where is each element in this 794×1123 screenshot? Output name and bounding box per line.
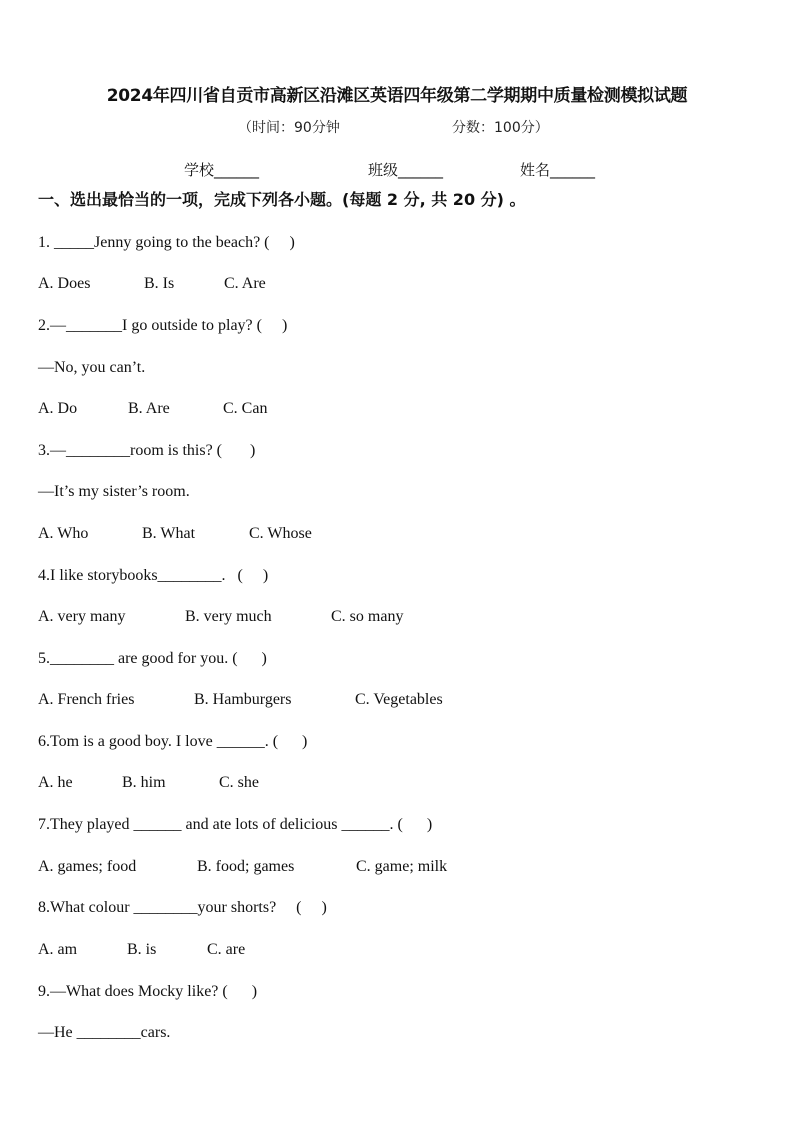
q4-option-b: B. very much [185, 608, 272, 625]
question-9-answer-line: —He ________cars. [38, 1024, 171, 1041]
section-heading: 一、选出最恰当的一项，完成下列各小题。(每题 2 分, 共 20 分) 。 [38, 190, 526, 209]
question-2: 2.—_______I go outside to play? ( ) [38, 317, 288, 334]
q4-option-c: C. so many [331, 608, 404, 625]
q1-option-b: B. Is [144, 275, 175, 292]
q3-option-b: B. What [142, 525, 196, 542]
q6-option-b: B. him [122, 774, 166, 791]
question-4: 4.I like storybooks________. ( ) [38, 567, 269, 584]
exam-title: 2024年四川省自贡市高新区沿滩区英语四年级第二学期期中质量检测模拟试题 [106, 86, 688, 106]
q7-option-b: B. food; games [197, 858, 295, 875]
q7-option-a: A. games; food [38, 858, 137, 875]
question-9: 9.—What does Mocky like? ( ) [38, 983, 258, 1000]
class-field: 班级______ [368, 161, 444, 179]
name-field: 姓名______ [520, 161, 596, 179]
q8-option-b: B. is [127, 941, 157, 958]
question-7: 7.They played ______ and ate lots of delicious ______. ( ) [38, 816, 433, 833]
q3-option-c: C. Whose [249, 525, 312, 542]
question-1: 1. _____Jenny going to the beach? ( ) [38, 234, 295, 251]
q4-option-a: A. very many [38, 608, 126, 625]
question-8: 8.What colour ________your shorts? ( ) [38, 899, 327, 916]
question-3-answer-line: —It’s my sister’s room. [38, 483, 190, 500]
q8-option-c: C. are [207, 941, 246, 958]
q8-option-a: A. am [38, 941, 78, 958]
q2-option-b: B. Are [128, 400, 170, 417]
question-2-answer-line: —No, you can’t. [38, 359, 146, 376]
exam-time: （时间：90分钟 [238, 120, 340, 136]
q5-option-c: C. Vegetables [355, 691, 443, 708]
q5-option-a: A. French fries [38, 691, 135, 708]
school-field: 学校______ [184, 161, 260, 179]
q5-option-b: B. Hamburgers [194, 691, 292, 708]
question-3: 3.—________room is this? ( ) [38, 442, 256, 459]
q2-option-a: A. Do [38, 400, 78, 417]
exam-score: 分数：100分） [452, 120, 549, 136]
q3-option-a: A. Who [38, 525, 89, 542]
q6-option-a: A. he [38, 774, 73, 791]
q1-option-c: C. Are [224, 275, 266, 292]
q6-option-c: C. she [219, 774, 259, 791]
question-5: 5.________ are good for you. ( ) [38, 650, 267, 667]
q7-option-c: C. game; milk [356, 858, 448, 875]
question-6: 6.Tom is a good boy. I love ______. ( ) [38, 733, 308, 750]
q2-option-c: C. Can [223, 400, 268, 417]
q1-option-a: A. Does [38, 275, 91, 292]
